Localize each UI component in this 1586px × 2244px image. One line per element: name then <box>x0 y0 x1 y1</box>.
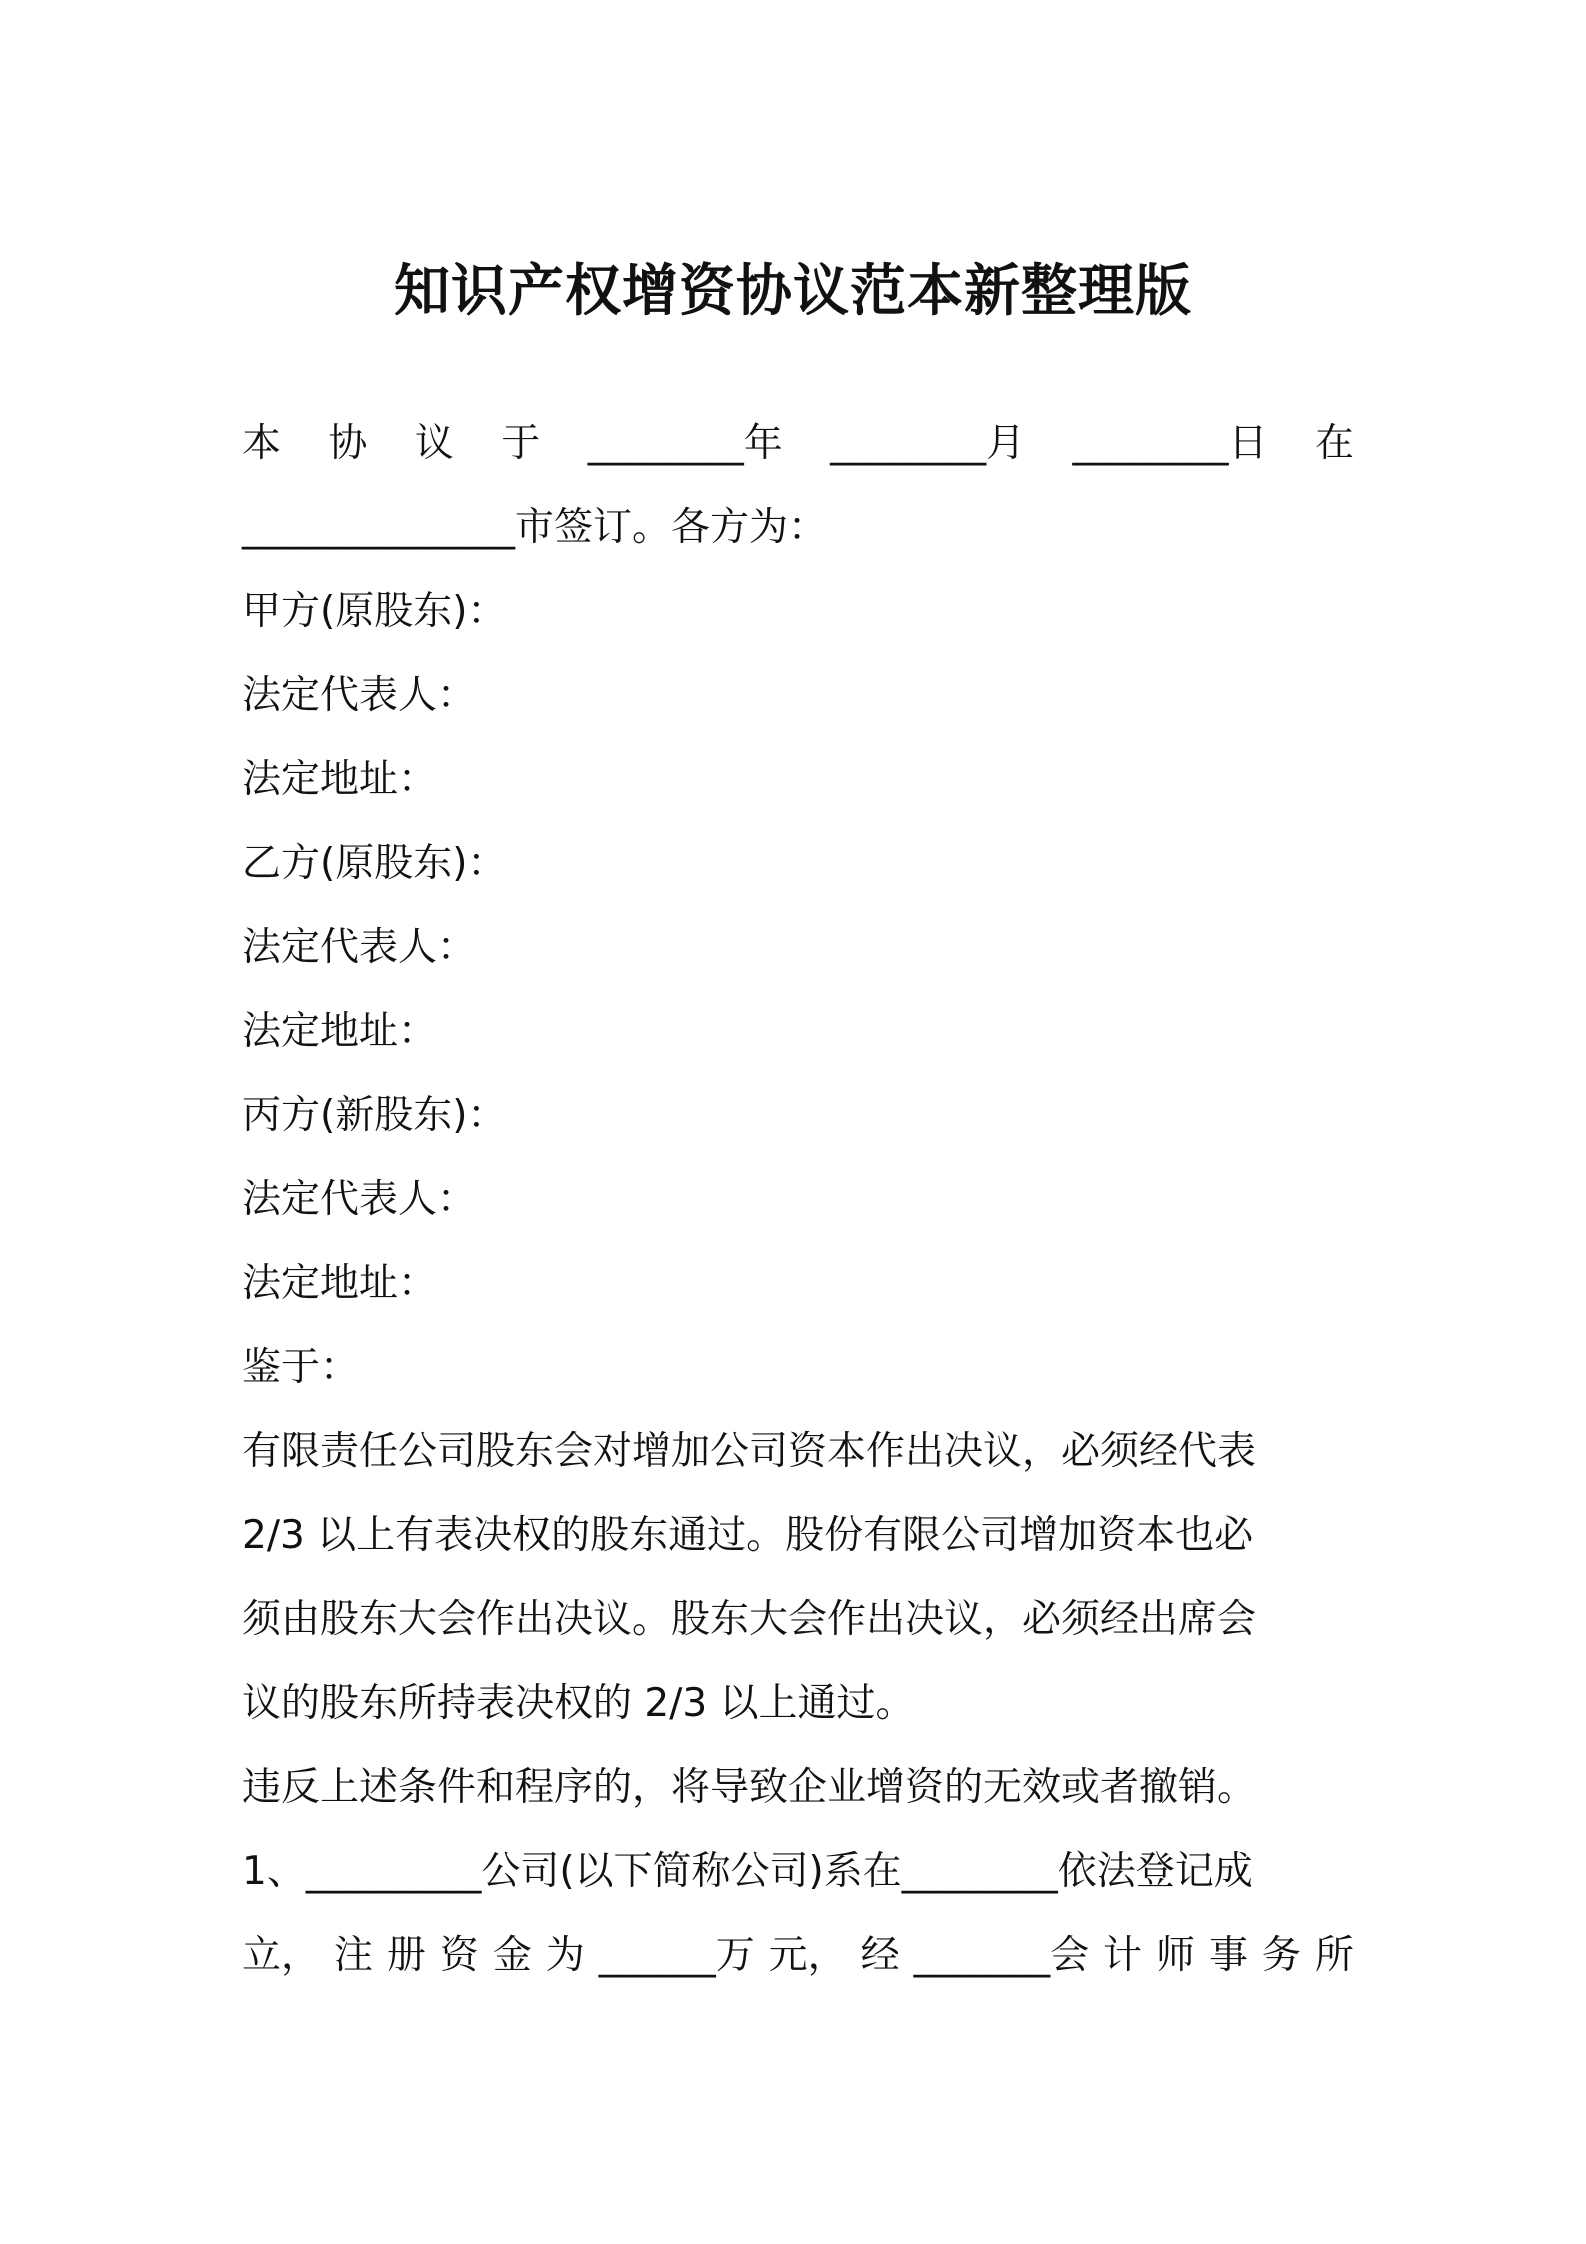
intro-word: 协 <box>328 421 368 466</box>
party-a-address: 法定地址： <box>242 757 438 802</box>
clause-word: 务 <box>1261 1933 1301 1978</box>
document-title: 知识产权增资协议范本新整理版 <box>394 259 1192 324</box>
intro-word: 于 <box>501 421 541 466</box>
intro-word: 本 <box>242 421 282 466</box>
party-c-representative: 法定代表人： <box>242 1177 477 1222</box>
paragraph-1-line-2: 2/3 以上有表决权的股东通过。股份有限公司增加资本也必 <box>242 1513 1254 1558</box>
paragraph-1-line-4: 议的股东所持表决权的 2/3 以上通过。 <box>242 1681 915 1726</box>
party-b-label: 乙方(原股东)： <box>242 841 507 886</box>
day-blank: ________日 <box>1072 421 1268 466</box>
clause-word: 所 <box>1314 1933 1354 1978</box>
clause-word: 计 <box>1103 1933 1143 1978</box>
clause-1-line-2 <box>242 1914 1354 1998</box>
party-a-label: 甲方(原股东)： <box>242 589 507 634</box>
month-blank: ________月 <box>830 421 1026 466</box>
clause-word: 注 <box>333 1933 373 1978</box>
intro-word: 在 <box>1314 421 1354 466</box>
year-blank: ________年 <box>587 421 783 466</box>
clause-word: 经 <box>860 1933 900 1978</box>
capital-blank: ______万 <box>598 1933 755 1978</box>
intro-line-2: ______________市签订。各方为： <box>242 505 828 550</box>
intro-line-1 <box>242 402 1354 486</box>
party-b-address: 法定地址： <box>242 1009 438 1054</box>
party-c-address: 法定地址： <box>242 1261 438 1306</box>
clause-1-line-1: 1、_________公司(以下简称公司)系在________依法登记成 <box>242 1849 1253 1894</box>
clause-word: 立， <box>242 1933 321 1978</box>
party-c-label: 丙方(新股东)： <box>242 1093 507 1138</box>
intro-word: 议 <box>414 421 454 466</box>
party-a-representative: 法定代表人： <box>242 673 477 718</box>
clause-word: 册 <box>386 1933 426 1978</box>
paragraph-1-line-3: 须由股东大会作出决议。股东大会作出决议，必须经出席会 <box>242 1597 1257 1642</box>
clause-word: 事 <box>1208 1933 1248 1978</box>
clause-word: 元， <box>768 1933 847 1978</box>
paragraph-1-line-1: 有限责任公司股东会对增加公司资本作出决议，必须经代表 <box>242 1429 1257 1474</box>
clause-word: 为 <box>545 1933 585 1978</box>
clause-word: 资 <box>439 1933 479 1978</box>
whereas-heading: 鉴于： <box>242 1345 360 1390</box>
paragraph-2: 违反上述条件和程序的，将导致企业增资的无效或者撤销。 <box>242 1765 1257 1810</box>
party-b-representative: 法定代表人： <box>242 925 477 970</box>
clause-word: 师 <box>1155 1933 1195 1978</box>
clause-word: 金 <box>492 1933 532 1978</box>
accounting-firm-blank: _______会 <box>913 1933 1090 1978</box>
